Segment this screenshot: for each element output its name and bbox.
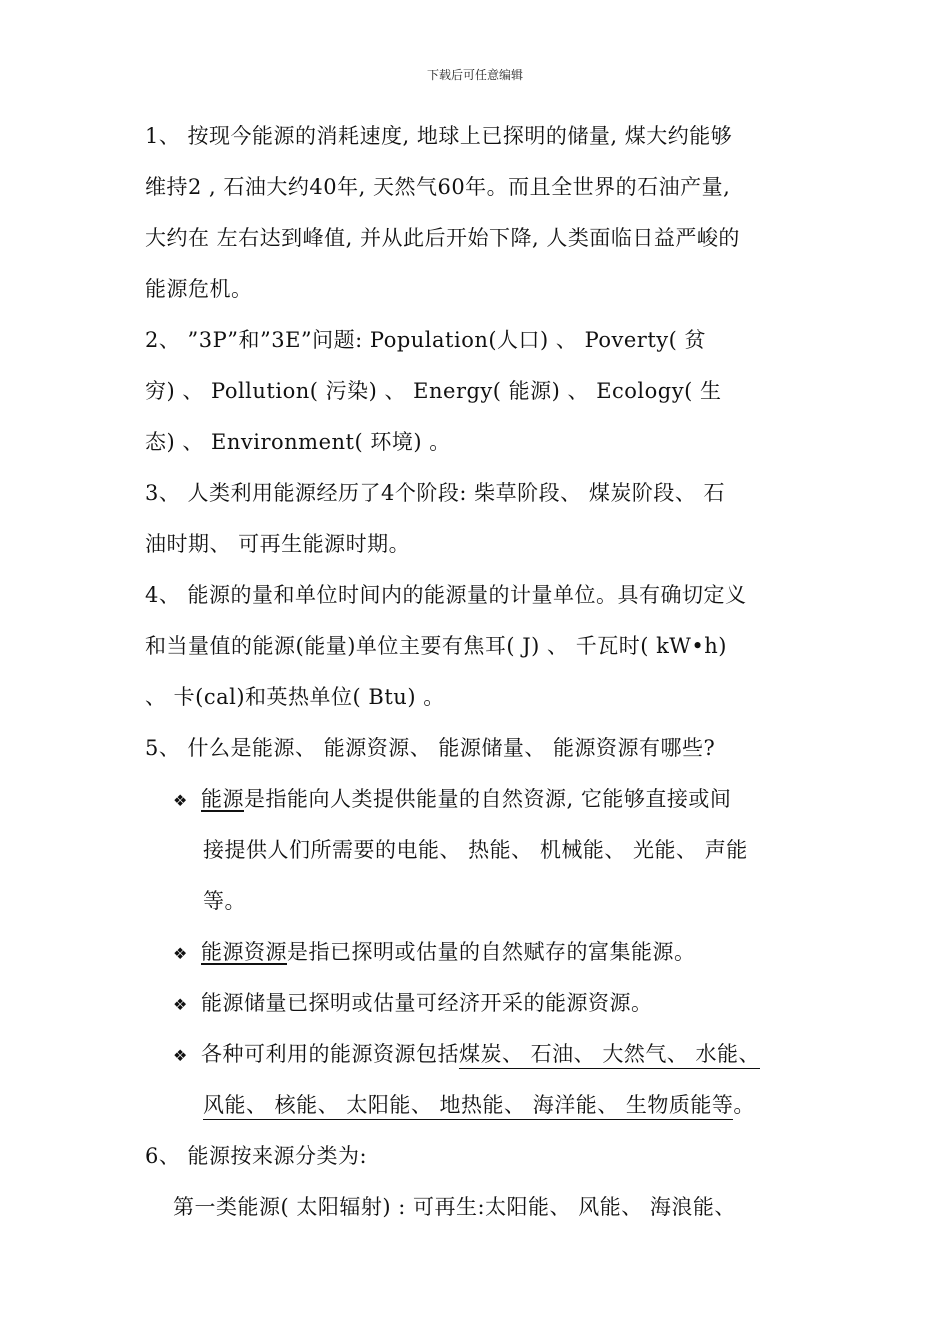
bullet-4-underlined-list: 煤炭、 石油、 大然气、 水能、 bbox=[459, 1042, 760, 1069]
diamond-bullet-icon: ❖ bbox=[173, 1046, 188, 1065]
bullet-3 bbox=[145, 981, 810, 1032]
paragraph-4-line-2: 和当量值的能源(能量)单位主要有焦耳( J) 、 千瓦时( kW•h) bbox=[145, 634, 727, 658]
paragraph-6-line-1: 6、 能源按来源分类为: bbox=[145, 1144, 368, 1168]
bullet-4-text: 各种可利用的能源资源包括 bbox=[201, 1042, 459, 1066]
paragraph-5-question: 5、 什么是能源、 能源资源、 能源储量、 能源资源有哪些? bbox=[145, 736, 716, 760]
bullet-4-line-1 bbox=[145, 1032, 810, 1083]
term-energy-resources: 能源资源 bbox=[201, 940, 287, 964]
bullet-1-line-1 bbox=[145, 777, 810, 828]
bullet-4-underlined-list-2: 风能、 核能、 太阳能、 地热能、 海洋能、 生物质能等 bbox=[203, 1093, 733, 1120]
diamond-bullet-icon: ❖ bbox=[173, 791, 188, 810]
diamond-bullet-icon: ❖ bbox=[173, 995, 188, 1014]
bullet-1-text: 是指能向人类提供能量的自然资源, 它能够直接或间 bbox=[244, 787, 732, 811]
bullet-2 bbox=[145, 930, 810, 981]
paragraph-4-line-3: 、 卡(cal)和英热单位( Btu) 。 bbox=[145, 685, 445, 709]
paragraph-1-line-3: 大约在 左右达到峰值, 并从此后开始下降, 人类面临日益严峻的 bbox=[145, 226, 740, 250]
paragraph-2-line-1: 2、 ”3P”和”3E”问题: Population(人口) 、 Poverty( 贫 bbox=[145, 328, 707, 352]
paragraph-4-line-1: 4、 能源的量和单位时间内的能源量的计量单位。具有确切定义 bbox=[145, 583, 747, 607]
paragraph-1-line-4: 能源危机。 bbox=[145, 277, 253, 301]
bullet-4-end: 。 bbox=[733, 1093, 755, 1117]
paragraph-3-line-2: 油时期、 可再生能源时期。 bbox=[145, 532, 411, 556]
paragraph-6-line-2: 第一类能源( 太阳辐射) : 可再生:太阳能、 风能、 海浪能、 bbox=[173, 1195, 736, 1219]
page-header: 下载后可任意编辑 bbox=[426, 68, 523, 82]
bullet-1-line-3: 等。 bbox=[203, 889, 246, 913]
paragraph-2-line-3: 态) 、 Environment( 环境) 。 bbox=[145, 430, 451, 454]
bullet-2-text: 是指已探明或估量的自然赋存的富集能源。 bbox=[287, 940, 696, 964]
bullet-4-line-2 bbox=[145, 1083, 810, 1134]
paragraph-1-line-1: 1、 按现今能源的消耗速度, 地球上已探明的储量, 煤大约能够 bbox=[145, 124, 733, 148]
paragraph-3-line-1: 3、 人类利用能源经历了4个阶段: 柴草阶段、 煤炭阶段、 石 bbox=[145, 481, 725, 505]
document-body bbox=[145, 114, 810, 1236]
paragraph-1-line-2: 维持2 , 石油大约40年, 天然气60年。而且全世界的石油产量, bbox=[145, 175, 731, 199]
bullet-3-text: 能源储量已探明或估量可经济开采的能源资源。 bbox=[201, 991, 653, 1015]
diamond-bullet-icon: ❖ bbox=[173, 944, 188, 963]
paragraph-2-line-2: 穷) 、 Pollution( 污染) 、 Energy( 能源) 、 Ecology( 生 bbox=[145, 379, 722, 403]
term-energy: 能源 bbox=[201, 787, 244, 811]
bullet-1-line-2: 接提供人们所需要的电能、 热能、 机械能、 光能、 声能 bbox=[203, 838, 748, 862]
